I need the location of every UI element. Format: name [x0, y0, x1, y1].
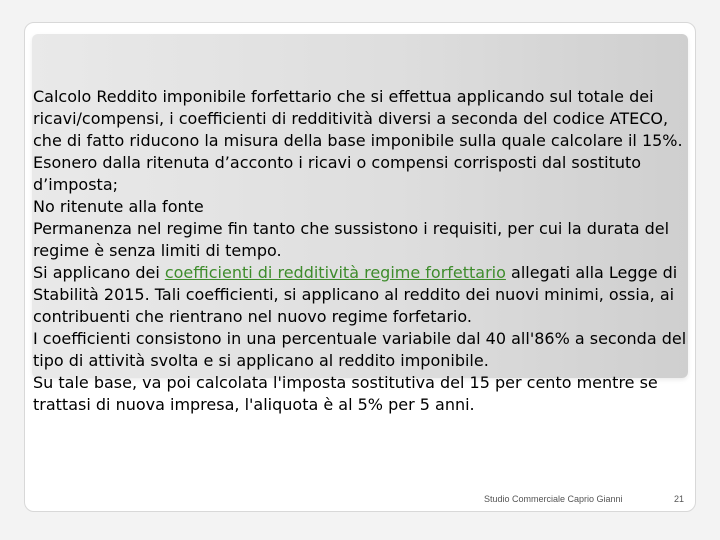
paragraph-reddito-imponibile: Calcolo Reddito imponibile forfettario che si effettua applicando sul totale dei ricavi/compensi, i coefficienti di redditività diversi a seconda del codice ATECO, che di fatto riducono la misura della base imponibile sulla quale calcolare il 15%. — [33, 87, 683, 150]
coefficienti-text-before: Si applicano dei — [33, 263, 165, 282]
paragraph-coefficienti — [33, 262, 688, 328]
coefficienti-link[interactable]: coefficienti di redditività regime forfettario — [164, 263, 506, 282]
paragraph-permanenza: Permanenza nel regime fin tanto che sussistono i requisiti, per cui la durata del regime è senza limiti di tempo. — [33, 219, 670, 260]
paragraph-imposta-sostitutiva: Su tale base, va poi calcolata l'imposta sostitutiva del 15 per cento mentre se trattasi di nuova impresa, l'aliquota è al 5% per 5 anni. — [33, 373, 658, 414]
paragraph-no-ritenute: No ritenute alla fonte — [33, 197, 204, 216]
paragraph-percentuale: I coefficienti consistono in una percentuale variabile dal 40 all'86% a seconda del tipo di attività svolta e si applicano al reddito imponibile. — [33, 329, 687, 370]
page-number: 21 — [674, 494, 685, 504]
coefficienti-text-after: allegati alla Legge di Stabilità 2015. Tali coefficienti, si applicano al reddito dei nuovi minimi, ossia, ai contribuenti che rientrano nel nuovo regime forfetario. — [33, 263, 678, 326]
footer-source: Studio Commerciale Caprio Gianni — [484, 494, 623, 504]
paragraph-esonero-ritenuta: Esonero dalla ritenuta d’acconto i ricavi o compensi corrisposti dal sostituto d’imposta; — [33, 153, 642, 194]
slide-body — [33, 86, 688, 416]
